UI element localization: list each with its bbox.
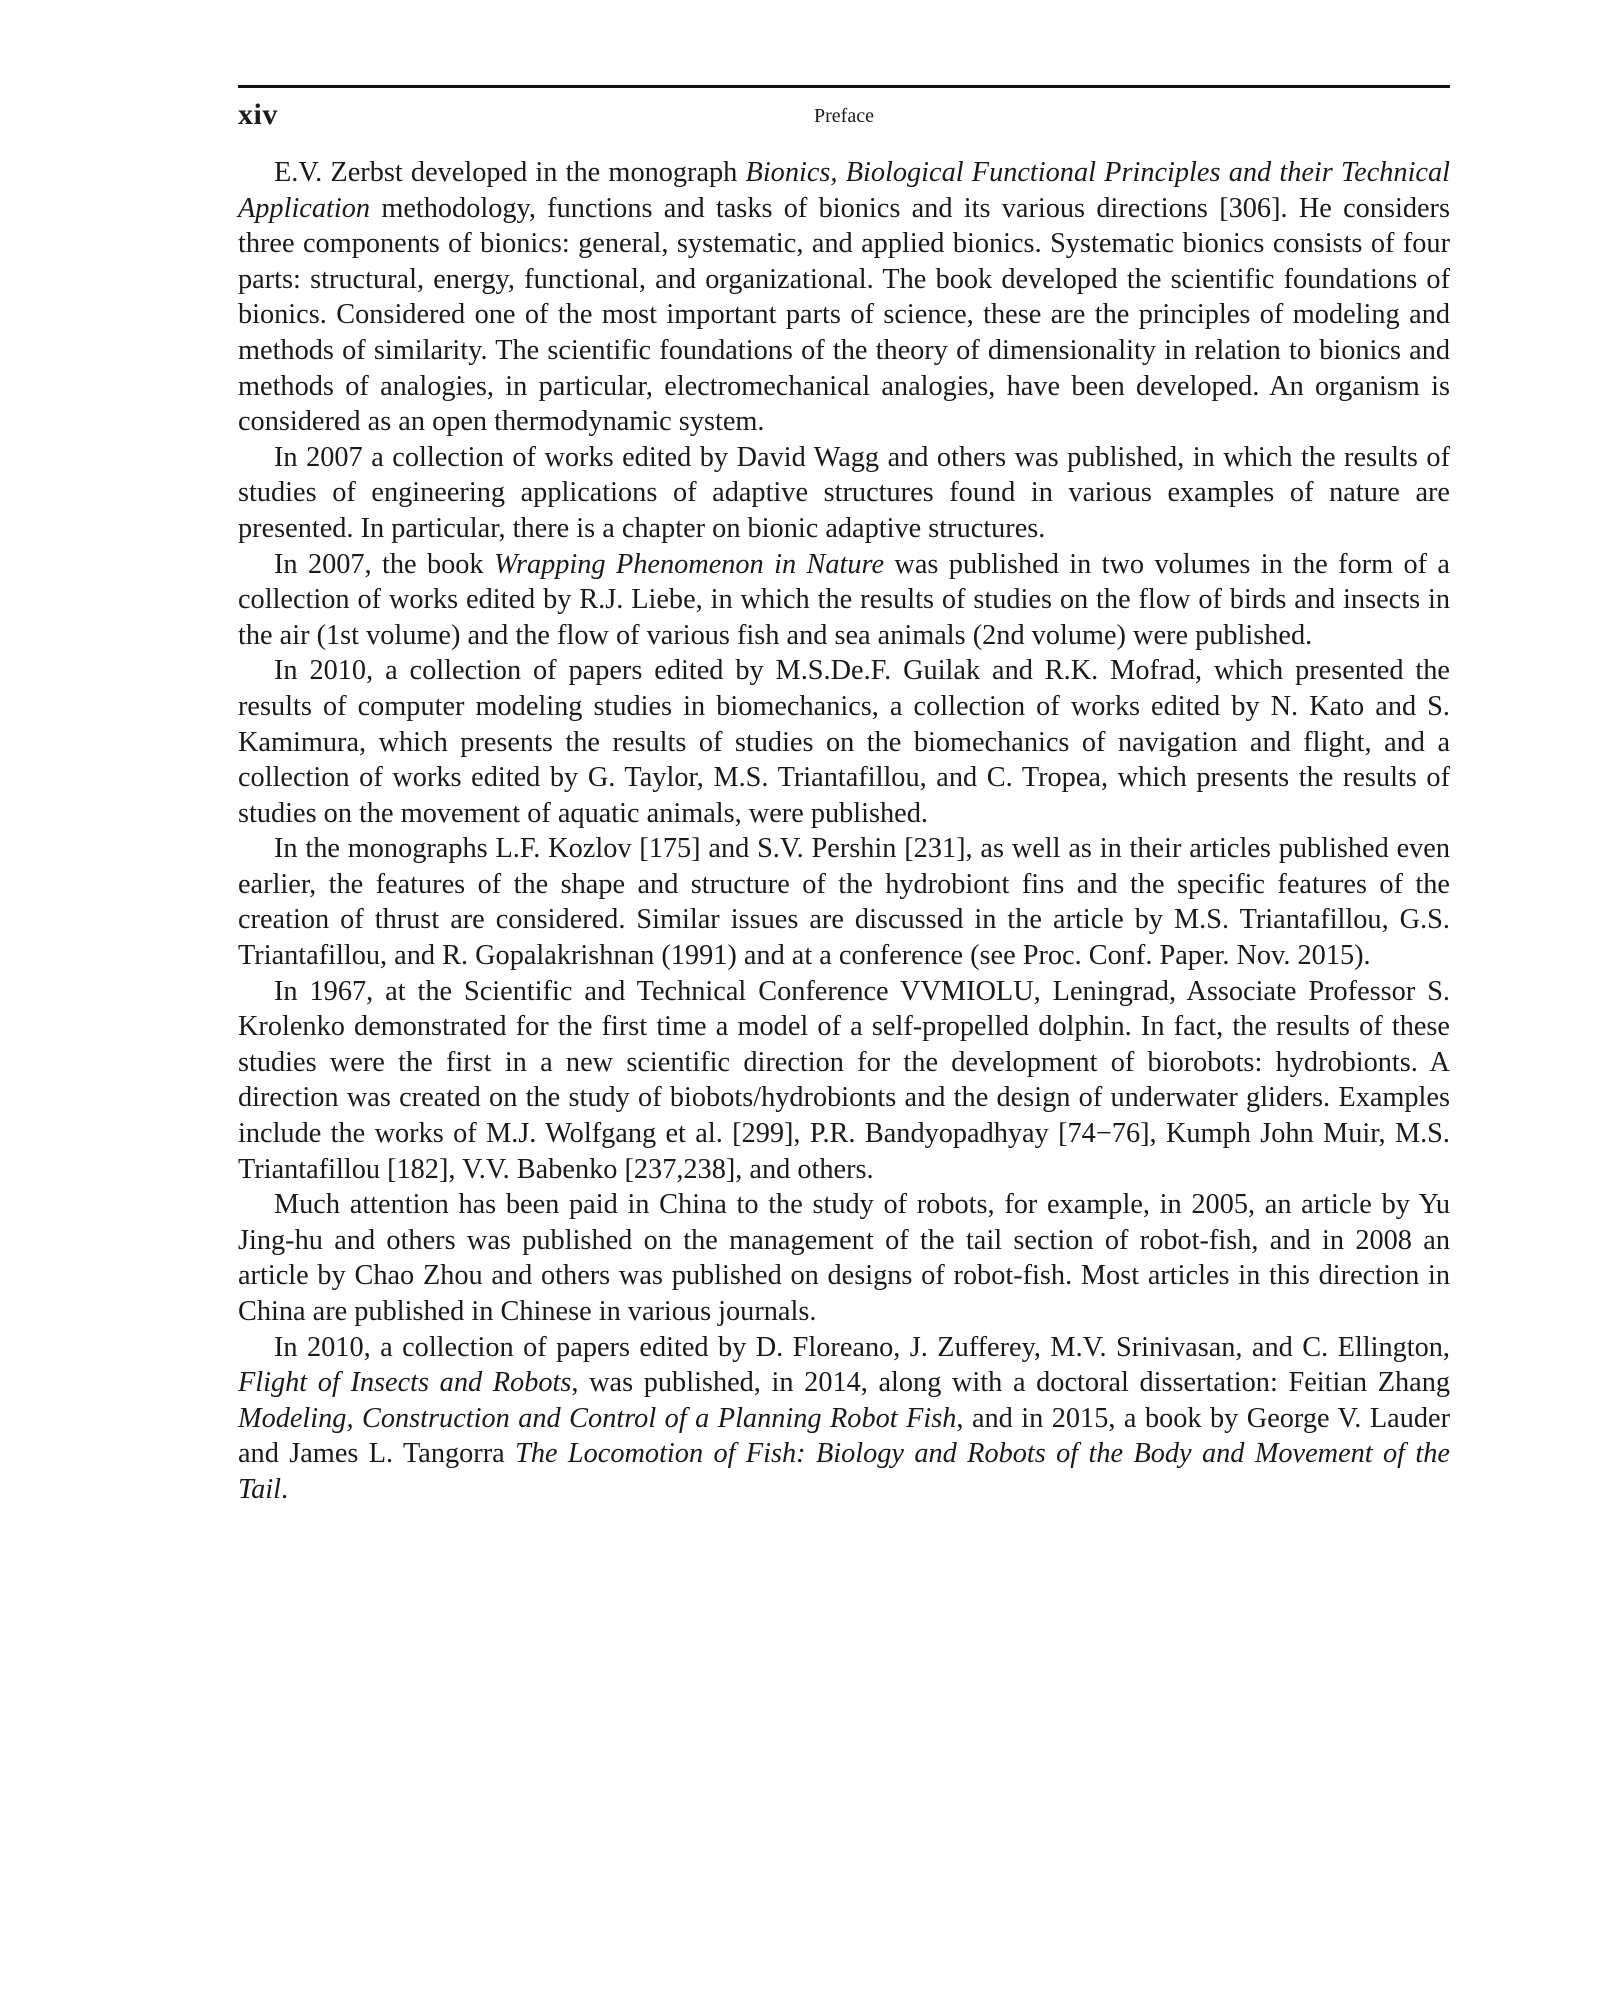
book-title: Flight of Insects and Robots <box>238 1367 572 1399</box>
page-number: xiv <box>238 98 278 131</box>
page-header <box>238 85 1450 138</box>
running-head: Preface <box>814 105 874 127</box>
paragraph-china: Much attention has been paid in China to the study of robots, for example, in 2005, an article by Yu Jing-hu and others was published on the management of the tail section of robot-fish, and in 2008 an article by Chao Zhou and others was published on designs of robot-fish. Most articles in this direction in China are published in Chinese in various journals. <box>238 1189 1450 1327</box>
paragraph-wagg: In 2007 a collection of works edited by David Wagg and others was published, in which the results of studies of engineering applications of adaptive structures found in various examples of nature are presented. In particular, there is a chapter on bionic adaptive structures. <box>238 441 1450 544</box>
book-title: Wrapping Phenomenon in Nature <box>493 548 885 580</box>
book-title: The Locomotion of Fish: Biology and Robots of the Body and Movement of the Tail <box>238 1438 1450 1505</box>
paragraph-krolenko: In 1967, at the Scientific and Technical Conference VVMIOLU, Leningrad, Associate Professor S. Krolenko demonstrated for the first time a model of a self-propelled dolphin. In fact, the results of these studies were the first in a new scientific direction for the development of biorobots: hydrobionts. A direction was created on the study of biobots/hydrobionts and the design of underwater gliders. Examples include the works of M.J. Wolfgang et al. [299], P.R. Bandyopadhyay [74−76], Kumph John Muir, M.S. Triantafillou [182], V.V. Babenko [237,238], and others. <box>238 975 1450 1185</box>
paragraph-zerbst: E.V. Zerbst developed in the monograph Bionics, Biological Functional Principles and their Technical Application methodology, functions and tasks of bionics and its various directions [306]. He considers three components of bionics: general, systematic, and applied bionics. Systematic bionics consists of four parts: structural, energy, functional, and organizational. The book developed the scientific foundations of bionics. Considered one of the most important parts of science, these are the principles of modeling and methods of similarity. The scientific foundations of the theory of dimensionality in relation to bionics and methods of analogies, in particular, electromechanical analogies, have been developed. An organism is considered as an open thermodynamic system. <box>238 157 1450 438</box>
book-title: Bionics, Biological Functional Principles and their Technical Application <box>238 157 1450 224</box>
paragraph-guilak: In 2010, a collection of papers edited by M.S.De.F. Guilak and R.K. Mofrad, which presented the results of computer modeling studies in biomechanics, a collection of works edited by N. Kato and S. Kamimura, which presents the results of studies on the biomechanics of navigation and flight, and a collection of works edited by G. Taylor, M.S. Triantafillou, and C. Tropea, which presents the results of studies on the movement of aquatic animals, were published. <box>238 655 1450 829</box>
paragraph-kozlov: In the monographs L.F. Kozlov [175] and S.V. Pershin [231], as well as in their articles published even earlier, the features of the shape and structure of the hydrobiont fins and the specific features of the creation of thrust are considered. Similar issues are discussed in the article by M.S. Triantafillou, G.S. Triantafillou, and R. Gopalakrishnan (1991) and at a conference (see Proc. Conf. Paper. Nov. 2015). <box>238 833 1450 972</box>
dissertation-title: Modeling, Construction and Control of a Planning Robot Fish <box>238 1402 957 1434</box>
paragraph-liebe: In 2007, the book Wrapping Phenomenon in Nature was published in two volumes in the form of a collection of works edited by R.J. Liebe, in which the results of studies on the flow of birds and insects in the air (1st volume) and the flow of various fish and sea animals (2nd volume) were published. <box>238 548 1450 651</box>
body-text <box>238 155 1450 1508</box>
paragraph-floreano: In 2010, a collection of papers edited by D. Floreano, J. Zufferey, M.V. Srinivasan, and C. Ellington, Flight of Insects and Robots, was published, in 2014, along with a doctoral dissertation: Feitian Zhang Modeling, Construction and Control of a Planning Robot Fish, and in 2015, a book by George V. Lauder and James L. Tangorra The Locomotion of Fish: Biology and Robots of the Body and Movement of the Tail. <box>238 1331 1450 1505</box>
